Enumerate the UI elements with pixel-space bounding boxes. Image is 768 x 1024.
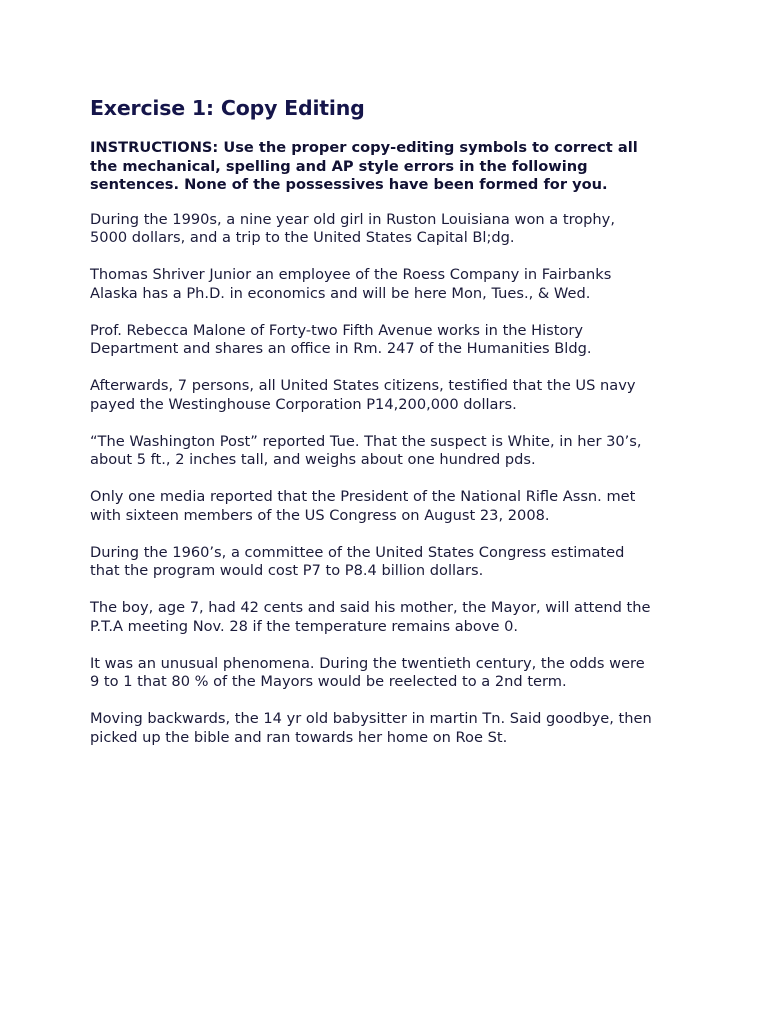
document-page — [90, 94, 690, 766]
instructions-paragraph — [90, 139, 690, 195]
exercise-sentence-1: During the 1990s, a nine year old girl in Ruston Louisiana won a trophy, 5000 dollars, and a trip to the United States Capital Bl;dg. — [90, 210, 615, 246]
exercise-sentence-10: Moving backwards, the 14 yr old babysitter in martin Tn. Said goodbye, then picked up the bible and ran towards her home on Roe St. — [90, 710, 652, 746]
exercise-sentence-4: Afterwards, 7 persons, all United States citizens, testified that the US navy payed the Westinghouse Corporation P14,200,000 dollars. — [90, 377, 636, 413]
exercise-sentence-7: During the 1960’s, a committee of the United States Congress estimated that the program would cost P7 to P8.4 billion dollars. — [90, 543, 625, 579]
page-title: Exercise 1: Copy Editing — [90, 96, 365, 120]
exercise-sentence-3: Prof. Rebecca Malone of Forty-two Fifth Avenue works in the History Department and shares an office in Rm. 247 of the Humanities Bldg. — [90, 321, 592, 357]
instructions-lead: INSTRUCTIONS: — [90, 139, 219, 156]
exercise-sentence-8: The boy, age 7, had 42 cents and said his mother, the Mayor, will attend the P.T.A meeting Nov. 28 if the temperature remains above 0. — [90, 599, 651, 635]
exercise-sentence-9: It was an unusual phenomena. During the twentieth century, the odds were 9 to 1 that 80 % of the Mayors would be reelected to a 2nd term. — [90, 654, 645, 690]
exercise-sentence-2: Thomas Shriver Junior an employee of the Roess Company in Fairbanks Alaska has a Ph.D. in economics and will be here Mon, Tues., & Wed. — [90, 266, 612, 302]
instructions-text: Use the proper copy-editing symbols to correct all the mechanical, spelling and AP style errors in the following sentences. None of the possessives have been formed for you. — [90, 139, 638, 193]
exercise-sentence-6: Only one media reported that the President of the National Rifle Assn. met with sixteen members of the US Congress on August 23, 2008. — [90, 488, 636, 524]
exercise-sentence-5: “The Washington Post” reported Tue. That the suspect is White, in her 30’s, about 5 ft., 2 inches tall, and weighs about one hundred pds. — [90, 432, 642, 468]
